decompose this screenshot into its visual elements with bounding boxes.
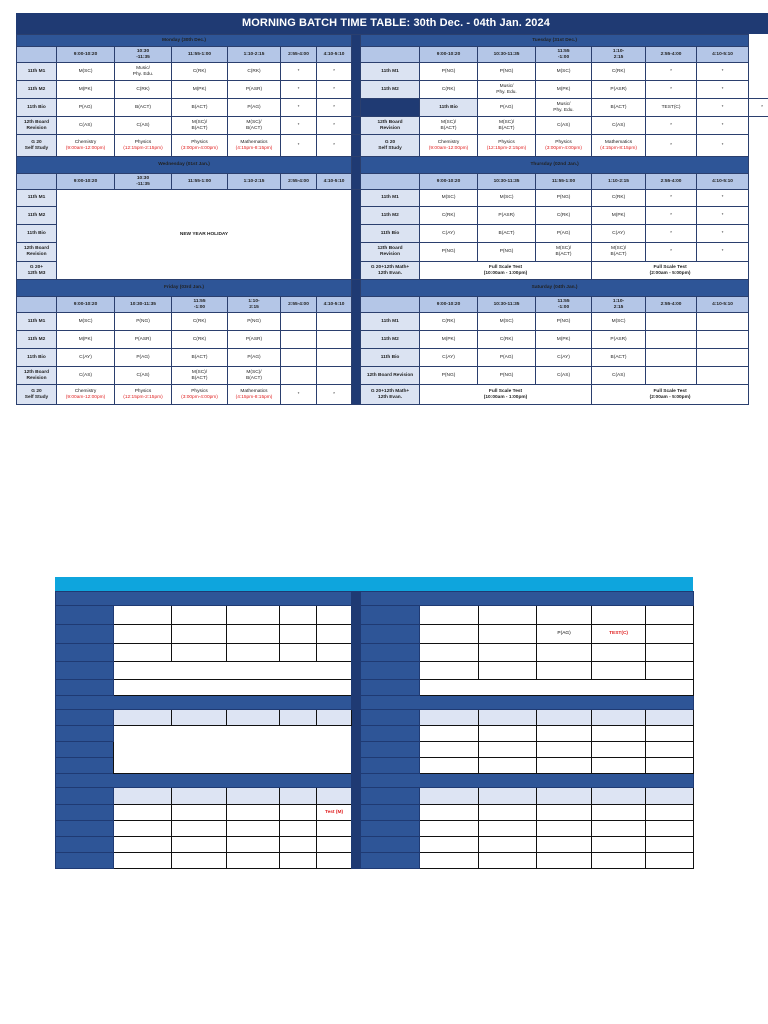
class-cell: M(SC)/ B(ACT) xyxy=(592,243,646,262)
time-slot: 1:10- 2:15 xyxy=(592,297,646,313)
full-scale-test-cell: Full Scale Test (10:00am - 1:00pm) xyxy=(420,385,592,405)
class-cell: P(AG) xyxy=(478,99,536,117)
row-label: 11th Bio xyxy=(17,349,57,367)
class-cell: C(AY) xyxy=(592,225,646,243)
time-slot: 10:30-11:35 xyxy=(478,297,536,313)
class-cell: * xyxy=(697,135,749,157)
class-cell: * xyxy=(281,385,317,405)
class-cell: P(NG) xyxy=(478,243,536,262)
time-slot: 1:10-2:15 xyxy=(228,174,281,190)
row-label: G 20+12th Math+ 12th Evan. xyxy=(361,262,420,280)
time-slot: 11:55-1:00 xyxy=(172,174,228,190)
class-cell: B(ACT) xyxy=(172,349,228,367)
time-header-row xyxy=(17,47,768,63)
class-cell: P(ASR) xyxy=(115,331,172,349)
class-cell: P(NG) xyxy=(420,243,478,262)
class-cell: M(SC)/ B(ACT) xyxy=(172,117,228,135)
time-slot: 11:55-1:00 xyxy=(172,47,228,63)
class-cell: * xyxy=(281,63,317,81)
class-cell: C(AS) xyxy=(592,367,646,385)
class-cell: * xyxy=(281,81,317,99)
class-cell: P(ASR) xyxy=(478,207,536,225)
day-header-monday: Monday (30th Dec.) xyxy=(17,35,352,47)
row-label: 11th Bio xyxy=(361,349,420,367)
class-cell: B(ACT) xyxy=(478,225,536,243)
time-slot: 10:30-11:35 xyxy=(115,297,172,313)
class-cell: M(PK) xyxy=(57,81,115,99)
time-slot: 4:10-5:10 xyxy=(317,47,352,63)
row-label: 11th M1 xyxy=(361,313,420,331)
time-slot: 10:30 -11:35 xyxy=(115,47,172,63)
class-cell: * xyxy=(646,63,697,81)
class-cell: M(SC) xyxy=(478,313,536,331)
class-cell: C(RK) xyxy=(592,190,646,207)
class-cell: P(AG) xyxy=(115,349,172,367)
class-cell: P(AG) xyxy=(57,99,115,117)
class-cell: M(PK) xyxy=(420,331,478,349)
class-cell: C(RK) xyxy=(115,81,172,99)
class-cell: C(RK) xyxy=(478,331,536,349)
class-cell: P(NG) xyxy=(536,313,592,331)
class-cell: M(SC)/ B(ACT) xyxy=(536,243,592,262)
class-cell: P(NG) xyxy=(420,367,478,385)
table-row xyxy=(17,331,768,349)
row-label: 11th M1 xyxy=(17,190,57,207)
class-cell: M(SC)/ B(ACT) xyxy=(420,117,478,135)
day-header-tuesday: Tuesday (31st Dec.) xyxy=(361,35,749,47)
study-cell: Physics (12:15pm-2:15pm) xyxy=(115,135,172,157)
class-cell: M(SC)/ B(ACT) xyxy=(228,367,281,385)
second-sheet-header xyxy=(55,577,693,591)
class-cell: P(NG) xyxy=(536,190,592,207)
class-cell: * xyxy=(697,225,749,243)
time-slot: 2:55-4:00 xyxy=(646,174,697,190)
class-cell: * xyxy=(646,243,697,262)
time-slot: 4:10-5:10 xyxy=(697,47,749,63)
row-label: 11th M2 xyxy=(17,207,57,225)
class-cell: C(AS) xyxy=(115,367,172,385)
row-label: 11th Bio xyxy=(17,225,57,243)
full-scale-test-cell: Full Scale Test (2:00am - 5:00pm) xyxy=(592,262,749,280)
class-cell: C(RK) xyxy=(228,63,281,81)
class-cell: * xyxy=(646,135,697,157)
row-label: G 20 Self Study xyxy=(17,385,57,405)
study-cell: Physics (12:15pm-2:15pm) xyxy=(478,135,536,157)
class-cell: C(AS) xyxy=(592,117,646,135)
day-header-friday: Friday (03rd Jan.) xyxy=(17,280,352,297)
time-slot: 2:55-4:00 xyxy=(646,47,697,63)
class-cell: M(SC) xyxy=(57,313,115,331)
table-row xyxy=(17,385,768,405)
class-cell: C(AY) xyxy=(57,349,115,367)
day-header-saturday: Saturday (04th Jan.) xyxy=(361,280,749,297)
class-cell: C(AS) xyxy=(115,117,172,135)
time-slot: 9:00-10:20 xyxy=(420,297,478,313)
time-slot: 11:55-1:00 xyxy=(536,174,592,190)
second-sheet-grid xyxy=(55,591,694,869)
class-cell: Music/ Phy. Edu. xyxy=(115,63,172,81)
class-cell: P(NG) xyxy=(478,63,536,81)
study-cell: Chemistry (9:00am-12:00pm) xyxy=(57,135,115,157)
day-header-wednesday: Wednesday (01st Jan.) xyxy=(17,157,352,174)
class-cell: * xyxy=(317,81,352,99)
row-label: 11th M2 xyxy=(361,207,420,225)
class-cell: C(RK) xyxy=(172,63,228,81)
class-cell: M(SC) xyxy=(420,190,478,207)
class-cell: C(AS) xyxy=(536,117,592,135)
time-slot: 2:55-4:00 xyxy=(646,297,697,313)
study-cell: Mathematics (4:15pm-8:15pm) xyxy=(228,135,281,157)
class-cell: B(ACT) xyxy=(592,99,646,117)
study-cell: Mathematics (4:15pm-8:15pm) xyxy=(228,385,281,405)
row-label: 11th M1 xyxy=(361,190,420,207)
row-label: 11th Bio xyxy=(420,99,478,117)
class-cell: * xyxy=(281,99,317,117)
class-cell: * xyxy=(646,81,697,99)
table-row xyxy=(17,135,768,157)
study-cell: Physics (3:00pm-4:00pm) xyxy=(172,135,228,157)
class-cell: P(NG) xyxy=(420,63,478,81)
time-slot: 10:30-11:35 xyxy=(478,47,536,63)
class-cell: C(RK) xyxy=(420,81,478,99)
row-label: 11th Bio xyxy=(17,99,57,117)
time-header-row xyxy=(17,174,768,190)
class-cell: C(RK) xyxy=(420,207,478,225)
class-cell: P(AG) xyxy=(228,349,281,367)
class-cell: C(RK) xyxy=(172,313,228,331)
class-cell: B(ACT) xyxy=(592,349,646,367)
class-cell: P(ASR) xyxy=(228,331,281,349)
table-row xyxy=(17,190,768,207)
row-label: G 20+ 12th M3 xyxy=(17,262,57,280)
class-cell: * xyxy=(317,135,352,157)
class-cell: * xyxy=(281,135,317,157)
class-cell: * xyxy=(646,207,697,225)
class-cell: * xyxy=(317,99,352,117)
table-row xyxy=(17,349,768,367)
class-cell: * xyxy=(749,99,768,117)
class-cell: C(RK) xyxy=(592,63,646,81)
timetable-title: MORNING BATCH TIME TABLE: 30th Dec. - 04th Jan. 2024 xyxy=(16,13,768,34)
class-cell: C(AY) xyxy=(420,349,478,367)
table-row xyxy=(17,99,768,117)
table-row xyxy=(17,117,768,135)
time-slot: 4:10-5:10 xyxy=(317,174,352,190)
time-slot: 9:00-10:20 xyxy=(57,174,115,190)
time-slot: 1:10-2:15 xyxy=(592,174,646,190)
time-slot: 4:10-5:10 xyxy=(697,174,749,190)
row-label: 11th M2 xyxy=(361,331,420,349)
row-label: G 20+12th Math+ 12th Evan. xyxy=(361,385,420,405)
row-label: 12th Board Revision xyxy=(17,117,57,135)
class-cell: B(ACT) xyxy=(115,99,172,117)
class-cell: M(SC) xyxy=(536,63,592,81)
time-slot: 1:10-2:15 xyxy=(228,47,281,63)
row-label: 12th Board Revision xyxy=(17,243,57,262)
study-cell: Chemistry (9:00am-12:00pm) xyxy=(420,135,478,157)
study-cell: Physics (12:15pm-2:15pm) xyxy=(115,385,172,405)
class-cell: M(SC)/ B(ACT) xyxy=(228,117,281,135)
time-slot: 10:30 -11:35 xyxy=(115,174,172,190)
class-cell: * xyxy=(697,81,749,99)
class-cell: P(AG) xyxy=(537,625,592,644)
class-cell: M(SC) xyxy=(592,313,646,331)
class-cell: C(RK) xyxy=(420,313,478,331)
time-slot: 2:55-4:00 xyxy=(281,174,317,190)
row-label: 11th M2 xyxy=(17,81,57,99)
row-label: G 20 Self Study xyxy=(17,135,57,157)
row-label: G 20 Self Study xyxy=(361,135,420,157)
table-row xyxy=(17,367,768,385)
time-slot: 4:10-5:10 xyxy=(317,297,352,313)
row-label: 11th M1 xyxy=(17,63,57,81)
holiday-notice: NEW YEAR HOLIDAY xyxy=(57,190,352,280)
class-cell: P(AG) xyxy=(478,349,536,367)
time-header-row xyxy=(17,297,768,313)
class-cell: C(RK) xyxy=(172,331,228,349)
class-cell: P(NG) xyxy=(115,313,172,331)
time-slot: 10:30-11:35 xyxy=(478,174,536,190)
time-slot: 2:55-4:00 xyxy=(281,297,317,313)
class-cell: * xyxy=(317,63,352,81)
class-cell: M(PK) xyxy=(592,207,646,225)
class-cell: * xyxy=(281,117,317,135)
full-scale-test-cell: Full Scale Test (10:00am - 1:00pm) xyxy=(420,262,592,280)
test-cell: TEST(C) xyxy=(646,99,697,117)
class-cell: * xyxy=(697,63,749,81)
table-row xyxy=(17,81,768,99)
time-slot: 2:55-4:00 xyxy=(281,47,317,63)
class-cell: * xyxy=(697,117,749,135)
time-slot: 11:55 -1:00 xyxy=(172,297,228,313)
test-cell: TEST(C) xyxy=(592,625,646,644)
class-cell: C(AS) xyxy=(536,367,592,385)
time-slot: 9:00-10:20 xyxy=(57,297,115,313)
class-cell: Music/ Phy. Edu. xyxy=(478,81,536,99)
day-header-row xyxy=(17,35,768,47)
time-slot: 9:00-10:20 xyxy=(57,47,115,63)
row-label: 11th M1 xyxy=(17,313,57,331)
class-cell: P(AG) xyxy=(536,225,592,243)
time-slot: 1:10- 2:15 xyxy=(592,47,646,63)
time-slot: 9:00-10:20 xyxy=(420,174,478,190)
class-cell: B(ACT) xyxy=(172,99,228,117)
study-cell: Physics (3:00pm-4:00pm) xyxy=(536,135,592,157)
class-cell: P(ASR) xyxy=(592,81,646,99)
row-label: 11th M2 xyxy=(361,81,420,99)
class-cell: P(ASR) xyxy=(228,81,281,99)
class-cell: M(SC)/ B(ACT) xyxy=(172,367,228,385)
class-cell: P(NG) xyxy=(228,313,281,331)
class-cell: C(AY) xyxy=(536,349,592,367)
class-cell: * xyxy=(697,99,749,117)
class-cell: P(ASR) xyxy=(592,331,646,349)
class-cell: * xyxy=(317,385,352,405)
table-row xyxy=(17,313,768,331)
time-slot: 11:55 -1:00 xyxy=(536,47,592,63)
study-cell: Chemistry (9:00am-12:00pm) xyxy=(57,385,115,405)
class-cell: * xyxy=(317,117,352,135)
class-cell: * xyxy=(697,207,749,225)
class-cell: * xyxy=(646,190,697,207)
class-cell: * xyxy=(697,190,749,207)
row-label: 12th Board Revision xyxy=(361,117,420,135)
full-scale-test-cell: Full Scale Test (2:00am - 5:00pm) xyxy=(592,385,749,405)
class-cell: M(PK) xyxy=(536,331,592,349)
time-slot: 11:55 -1:00 xyxy=(536,297,592,313)
class-cell: M(PK) xyxy=(57,331,115,349)
class-cell: * xyxy=(646,225,697,243)
time-slot: 1:10- 2:15 xyxy=(228,297,281,313)
day-header-row xyxy=(17,157,768,174)
time-slot: 4:10-5:10 xyxy=(697,297,749,313)
day-header-row xyxy=(17,280,768,297)
class-cell: * xyxy=(646,117,697,135)
row-label: 11th M1 xyxy=(361,63,420,81)
day-header-thursday: Thursday (02nd Jan.) xyxy=(361,157,749,174)
class-cell: M(PK) xyxy=(172,81,228,99)
column-separator xyxy=(352,35,361,117)
study-cell: Mathematics (4:15pm-8:15pm) xyxy=(592,135,646,157)
class-cell: C(AS) xyxy=(57,117,115,135)
test-cell: Test (M) xyxy=(317,805,352,821)
class-cell: C(RK) xyxy=(536,207,592,225)
class-cell: Music/ Phy. Edu. xyxy=(536,99,592,117)
class-cell: C(AS) xyxy=(57,367,115,385)
row-label: 11th Bio xyxy=(361,225,420,243)
row-label: 11th M2 xyxy=(17,331,57,349)
row-label: 12th Board Revision xyxy=(361,243,420,262)
class-cell: M(SC) xyxy=(57,63,115,81)
row-label: 12th Board Revision xyxy=(361,367,420,385)
class-cell: M(SC) xyxy=(478,190,536,207)
row-label: 12th Board Revision xyxy=(17,367,57,385)
class-cell: C(AY) xyxy=(420,225,478,243)
class-cell: * xyxy=(697,243,749,262)
class-cell: M(SC)/ B(ACT) xyxy=(478,117,536,135)
class-cell: M(PK) xyxy=(536,81,592,99)
timetable-grid xyxy=(16,34,768,405)
study-cell: Physics (3:00pm-4:00pm) xyxy=(172,385,228,405)
time-slot: 9:00-10:20 xyxy=(420,47,478,63)
class-cell: P(NG) xyxy=(478,367,536,385)
table-row xyxy=(17,63,768,81)
class-cell: P(AG) xyxy=(228,99,281,117)
